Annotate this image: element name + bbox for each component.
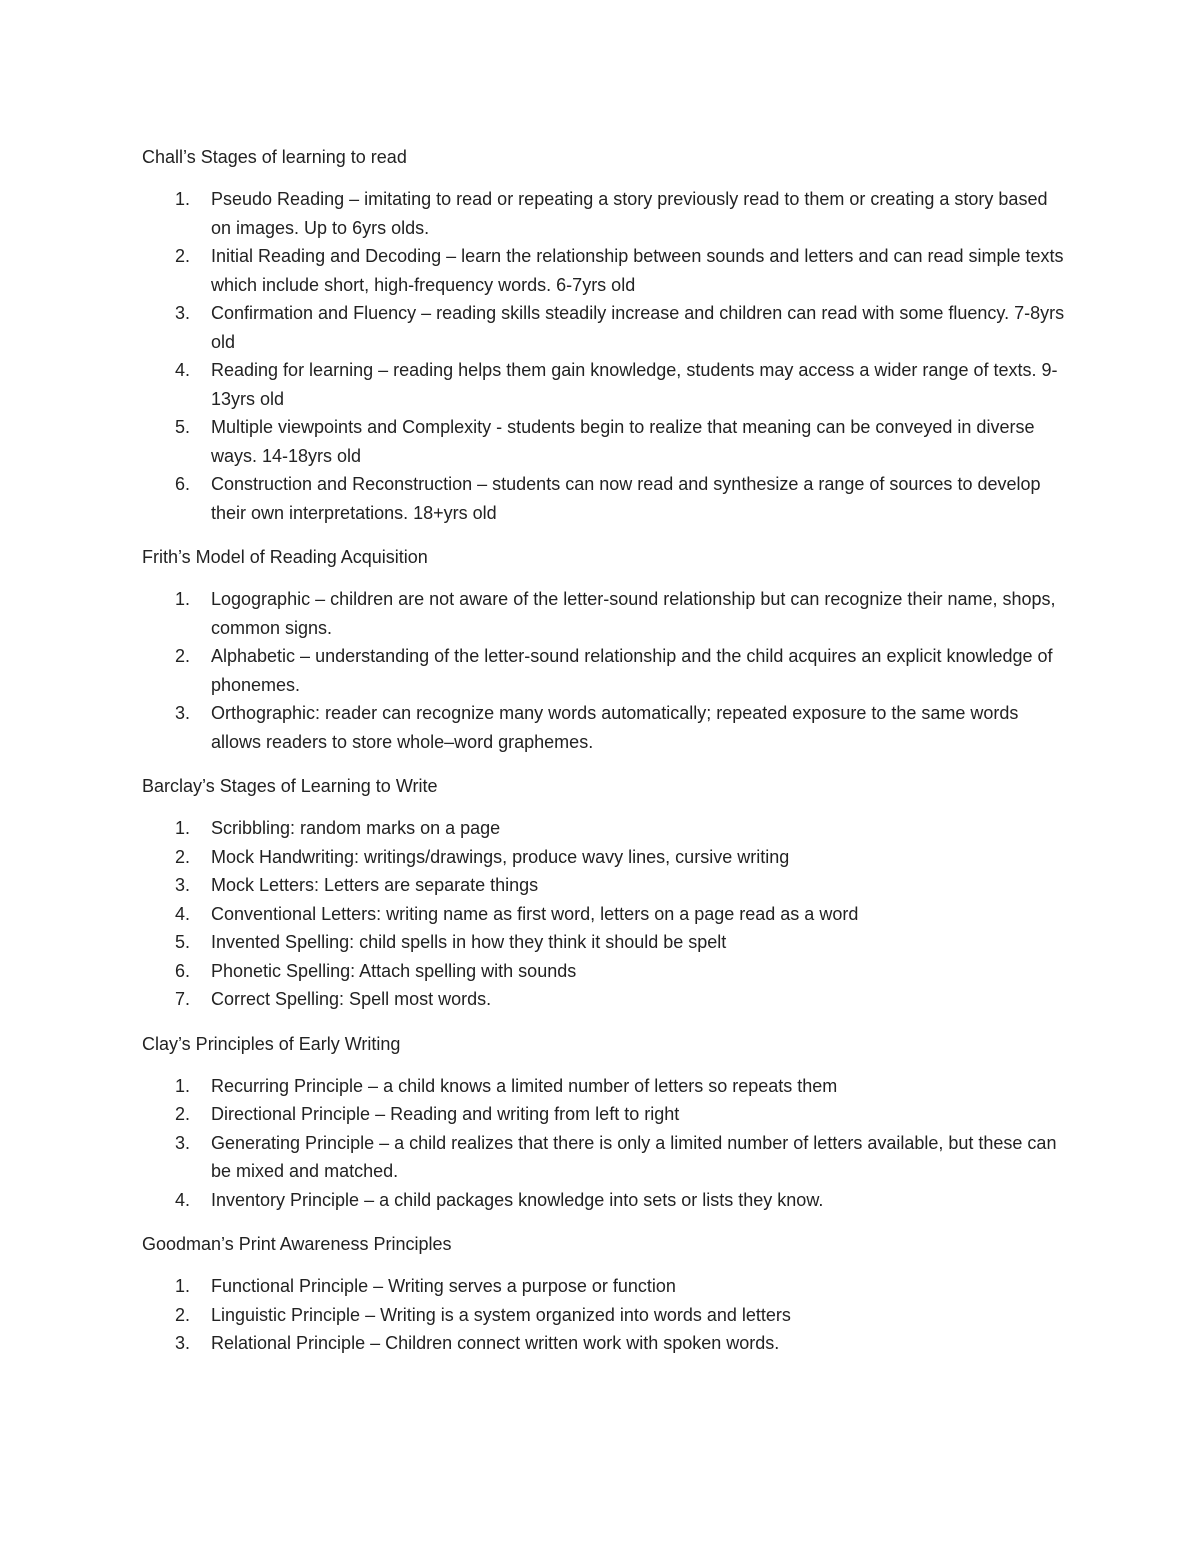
list-item-text: Directional Principle – Reading and writing from left to right <box>211 1104 680 1124</box>
list-number: 3. <box>175 1333 191 1353</box>
document-content <box>142 143 1072 1374</box>
list-number: 4. <box>175 903 191 924</box>
list-item-text: Recurring Principle – a child knows a limited number of letters so repeats them <box>211 1075 838 1096</box>
list-item <box>142 356 1072 413</box>
list-number: 3. <box>175 703 191 723</box>
list-number: 3. <box>175 303 191 323</box>
list-number: 7. <box>175 989 191 1009</box>
list-number: 1. <box>175 1075 191 1096</box>
list-item <box>142 843 1072 872</box>
list-number: 3. <box>175 875 191 895</box>
list-item <box>142 585 1072 642</box>
list-number: 2. <box>175 846 191 867</box>
section-heading: Clay’s Principles of Early Writing <box>142 1033 401 1054</box>
list-item <box>142 699 1072 756</box>
list-number: 4. <box>175 1189 191 1210</box>
list-number: 1. <box>175 189 191 209</box>
list-item-text: Confirmation and Fluency – reading skills steadily increase and children can read with some fluency. 7-8yrs old <box>211 303 1065 352</box>
list-item-text: Invented Spelling: child spells in how they think it should be spelt <box>211 932 727 952</box>
list-item <box>142 1186 1072 1215</box>
list-item-text: Orthographic: reader can recognize many words automatically; repeated exposure to the same words allows readers to store whole–word graphemes. <box>211 703 1019 752</box>
list-number: 3. <box>175 1132 191 1153</box>
list-number: 4. <box>175 360 191 380</box>
section-clay <box>142 1030 1072 1215</box>
list-number: 2. <box>175 246 191 266</box>
section-heading: Frith’s Model of Reading Acquisition <box>142 547 428 567</box>
list-item-text: Generating Principle – a child realizes that there is only a limited number of letters available, but these can be mixed and matched. <box>211 1132 1057 1181</box>
list-item-text: Reading for learning – reading helps them gain knowledge, students may access a wider range of texts. 9-13yrs old <box>211 360 1058 409</box>
list-item <box>142 1272 1072 1301</box>
list-item-text: Initial Reading and Decoding – learn the relationship between sounds and letters and can read simple texts which include short, high-frequency words. 6-7yrs old <box>211 246 1064 295</box>
section-frith <box>142 543 1072 756</box>
list-number: 5. <box>175 417 191 437</box>
list-item-text: Scribbling: random marks on a page <box>211 818 501 838</box>
list-number: 6. <box>175 960 191 981</box>
list-item-text: Multiple viewpoints and Complexity - students begin to realize that meaning can be conveyed in diverse ways. 14-18yrs old <box>211 417 1035 466</box>
list-number: 2. <box>175 646 191 666</box>
list-item <box>142 814 1072 843</box>
list-item <box>142 1301 1072 1330</box>
list-item <box>142 985 1072 1014</box>
numbered-list <box>142 585 1072 756</box>
list-item-text: Inventory Principle – a child packages knowledge into sets or lists they know. <box>211 1189 824 1210</box>
list-item-text: Functional Principle – Writing serves a purpose or function <box>211 1276 676 1296</box>
section-chall <box>142 143 1072 527</box>
list-item <box>142 470 1072 527</box>
list-item <box>142 957 1072 986</box>
list-item <box>142 900 1072 929</box>
list-item-text: Pseudo Reading – imitating to read or repeating a story previously read to them or creating a story based on images. Up to 6yrs olds. <box>211 189 1048 238</box>
list-item-text: Correct Spelling: Spell most words. <box>211 989 492 1009</box>
numbered-list <box>142 814 1072 1014</box>
list-item-text: Logographic – children are not aware of the letter-sound relationship but can recognize their name, shops, common signs. <box>211 589 1056 638</box>
section-barclay <box>142 772 1072 1014</box>
section-goodman <box>142 1230 1072 1358</box>
list-item <box>142 871 1072 900</box>
list-item <box>142 1072 1072 1101</box>
list-item-text: Alphabetic – understanding of the letter-sound relationship and the child acquires an explicit knowledge of phonemes. <box>211 646 1053 695</box>
list-item-text: Relational Principle – Children connect written work with spoken words. <box>211 1333 780 1353</box>
list-item <box>142 1100 1072 1129</box>
list-number: 1. <box>175 589 191 609</box>
list-number: 5. <box>175 932 191 952</box>
list-item <box>142 928 1072 957</box>
list-item-text: Mock Handwriting: writings/drawings, produce wavy lines, cursive writing <box>211 846 790 867</box>
list-item <box>142 413 1072 470</box>
list-item <box>142 1129 1072 1186</box>
list-item <box>142 642 1072 699</box>
list-item-text: Phonetic Spelling: Attach spelling with sounds <box>211 960 577 981</box>
list-item <box>142 185 1072 242</box>
numbered-list <box>142 1072 1072 1215</box>
list-item-text: Mock Letters: Letters are separate things <box>211 875 539 895</box>
list-item <box>142 1329 1072 1358</box>
numbered-list <box>142 185 1072 527</box>
list-item-text: Construction and Reconstruction – students can now read and synthesize a range of sources to develop their own interpretations. 18+yrs old <box>211 474 1041 523</box>
list-number: 2. <box>175 1104 191 1124</box>
list-number: 1. <box>175 818 191 838</box>
list-number: 6. <box>175 474 191 494</box>
list-item-text: Conventional Letters: writing name as first word, letters on a page read as a word <box>211 903 859 924</box>
section-heading: Barclay’s Stages of Learning to Write <box>142 776 438 796</box>
list-item <box>142 299 1072 356</box>
list-item-text: Linguistic Principle – Writing is a system organized into words and letters <box>211 1304 791 1325</box>
section-heading: Chall’s Stages of learning to read <box>142 147 407 167</box>
section-heading: Goodman’s Print Awareness Principles <box>142 1234 452 1254</box>
list-number: 2. <box>175 1304 191 1325</box>
list-item <box>142 242 1072 299</box>
list-number: 1. <box>175 1276 191 1296</box>
numbered-list <box>142 1272 1072 1358</box>
